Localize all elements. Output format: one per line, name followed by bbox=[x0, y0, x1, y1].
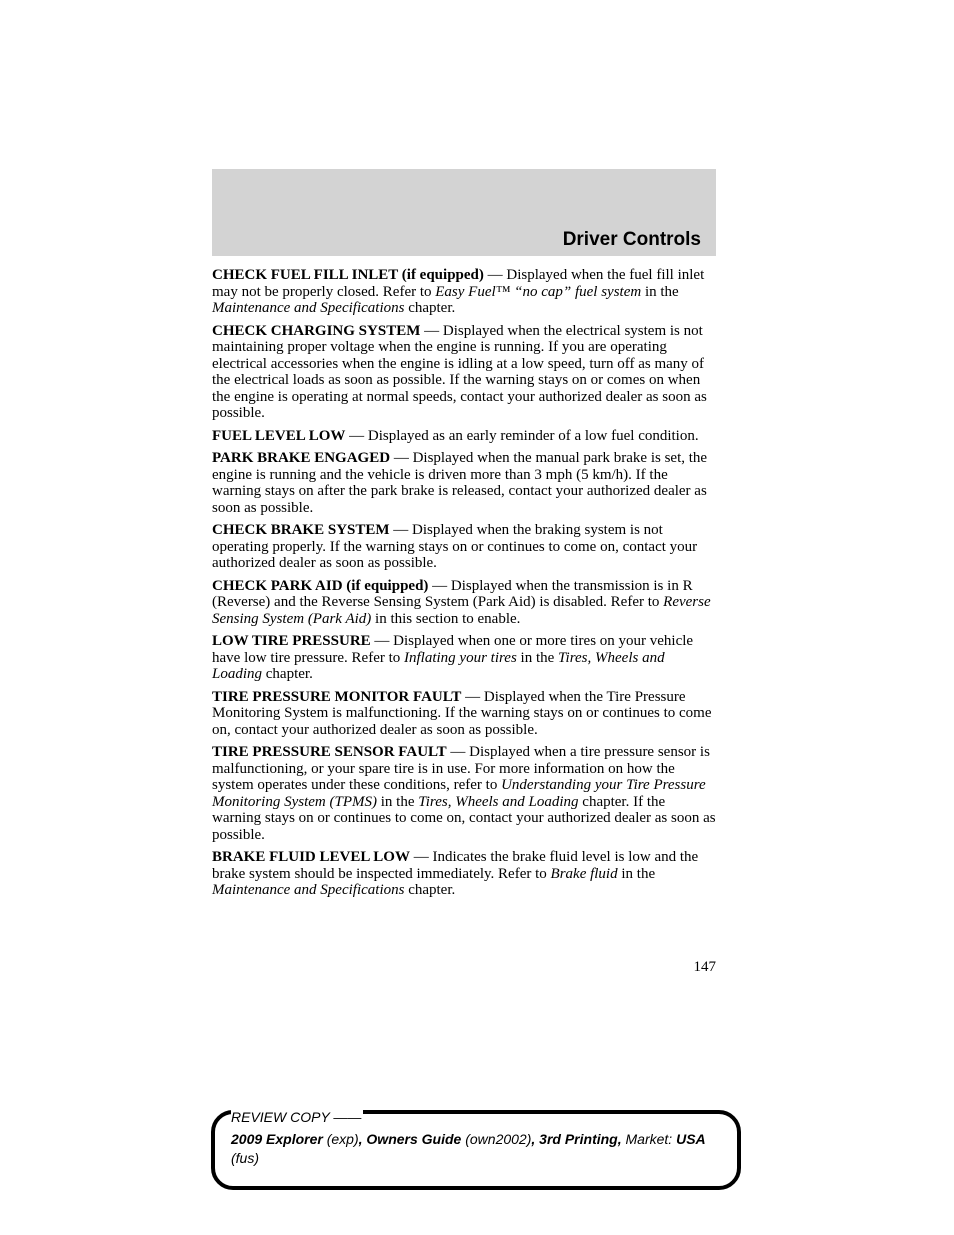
description-text: — Displayed when the manual park brake is set, the engine is running and the vehicle is driven more than 3 mph (5 km/h). If the warning stays on after the park brake is released, contact your authorized dealer as soon as possible. bbox=[212, 450, 708, 516]
page-number: 147 bbox=[693, 959, 716, 975]
model-name: 2009 Explorer bbox=[231, 1131, 323, 1147]
description-text: chapter. If the warning stays on or continues to come on, contact your authorized dealer as soon as possible. bbox=[212, 793, 716, 843]
reference-text: Understanding your Tire Pressure Monitoring System (TPMS) bbox=[212, 777, 706, 810]
description-text: — Displayed when a tire pressure sensor is malfunctioning, or your spare tire is in use. For more information on how the system operates under these conditions, refer to bbox=[212, 744, 710, 793]
description-text: in this section to enable. bbox=[371, 610, 521, 627]
warning-term: TIRE PRESSURE MONITOR FAULT bbox=[212, 688, 462, 705]
description-text: — Displayed when one or more tires on your vehicle have low tire pressure. Refer to bbox=[212, 633, 694, 666]
separator: , bbox=[358, 1131, 367, 1147]
warning-entry bbox=[212, 428, 716, 445]
market: USA bbox=[676, 1131, 706, 1147]
market-label: Market: bbox=[621, 1131, 677, 1147]
separator: , bbox=[531, 1131, 540, 1147]
warning-messages-list bbox=[212, 267, 716, 905]
description-text: chapter. bbox=[404, 882, 456, 898]
warning-term: FUEL LEVEL LOW bbox=[212, 427, 346, 444]
warning-entry bbox=[212, 633, 716, 683]
description-text: — Displayed as an early reminder of a low fuel condition. bbox=[345, 427, 699, 444]
description-text: in the bbox=[516, 649, 559, 666]
warning-entry bbox=[212, 578, 716, 628]
warning-entry bbox=[212, 267, 716, 317]
description-text: — Displayed when the fuel fill inlet may not be properly closed. Refer to bbox=[212, 267, 705, 300]
warning-entry bbox=[212, 450, 716, 516]
reference-text: Tires, Wheels and Loading bbox=[212, 649, 665, 682]
description-text: — Displayed when the braking system is not operating properly. If the warning stays on or continues to come on, contact your authorized dealer as soon as possible. bbox=[212, 522, 698, 571]
warning-term: CHECK CHARGING SYSTEM bbox=[212, 322, 421, 339]
description-text: — Displayed when the Tire Pressure Monitoring System is malfunctioning. If the warning stays on or continues to come on, contact your authorized dealer as soon as possible. bbox=[212, 688, 712, 738]
warning-entry bbox=[212, 522, 716, 572]
warning-entry bbox=[212, 689, 716, 739]
description-text: — Displayed when the electrical system is not maintaining proper voltage when the engine is running. If you are operating electrical accessories when the engine is idling at a low speed, turn off as many of the electrical loads as soon as possible. If the warning stays on or comes on when the engine is operating at normal speeds, contact your authorized dealer as soon as possible. bbox=[212, 322, 707, 421]
warning-term: CHECK BRAKE SYSTEM bbox=[212, 522, 390, 538]
warning-term: CHECK PARK AID (if equipped) bbox=[212, 577, 429, 594]
description-text: in the bbox=[376, 793, 419, 810]
reference-text: Maintenance and Specifications bbox=[212, 300, 405, 316]
warning-term: CHECK FUEL FILL INLET (if equipped) bbox=[212, 267, 484, 283]
review-copy-label: REVIEW COPY —— bbox=[231, 1109, 362, 1125]
warning-entry bbox=[212, 323, 716, 422]
description-text: — Displayed when the transmission is in R (Reverse) and the Reverse Sensing System (Park Aid) is disabled. Refer to bbox=[212, 577, 693, 610]
guide-name: Owners Guide bbox=[366, 1131, 462, 1147]
reference-text: Inflating your tires bbox=[404, 649, 517, 666]
warning-term: LOW TIRE PRESSURE bbox=[212, 633, 371, 649]
description-text: chapter. bbox=[262, 666, 313, 682]
description-text: in the bbox=[617, 865, 656, 882]
description-text: chapter. bbox=[404, 300, 456, 316]
printing: 3rd Printing, bbox=[539, 1131, 622, 1147]
section-title: Driver Controls bbox=[562, 229, 701, 250]
warning-term: PARK BRAKE ENGAGED bbox=[212, 450, 391, 466]
model-code: (exp) bbox=[322, 1131, 359, 1147]
section-header-band bbox=[212, 169, 716, 256]
document-identifier bbox=[231, 1130, 706, 1149]
description-text: in the bbox=[641, 283, 679, 300]
reference-text: Brake fluid bbox=[550, 865, 618, 882]
reference-text: Reverse Sensing System (Park Aid) bbox=[212, 594, 711, 627]
guide-code: (own2002) bbox=[461, 1131, 532, 1147]
reference-text: Easy Fuel™ “no cap” fuel system bbox=[435, 283, 642, 300]
warning-entry bbox=[212, 849, 716, 899]
warning-entry bbox=[212, 744, 716, 843]
description-text: — Indicates the brake fluid level is low and the brake system should be inspected immediately. Refer to bbox=[212, 849, 699, 882]
market-code: (fus) bbox=[231, 1150, 259, 1166]
reference-text: Tires, Wheels and Loading bbox=[418, 793, 579, 810]
reference-text: Maintenance and Specifications bbox=[212, 882, 405, 898]
warning-term: BRAKE FLUID LEVEL LOW bbox=[212, 849, 410, 865]
warning-term: TIRE PRESSURE SENSOR FAULT bbox=[212, 744, 447, 760]
